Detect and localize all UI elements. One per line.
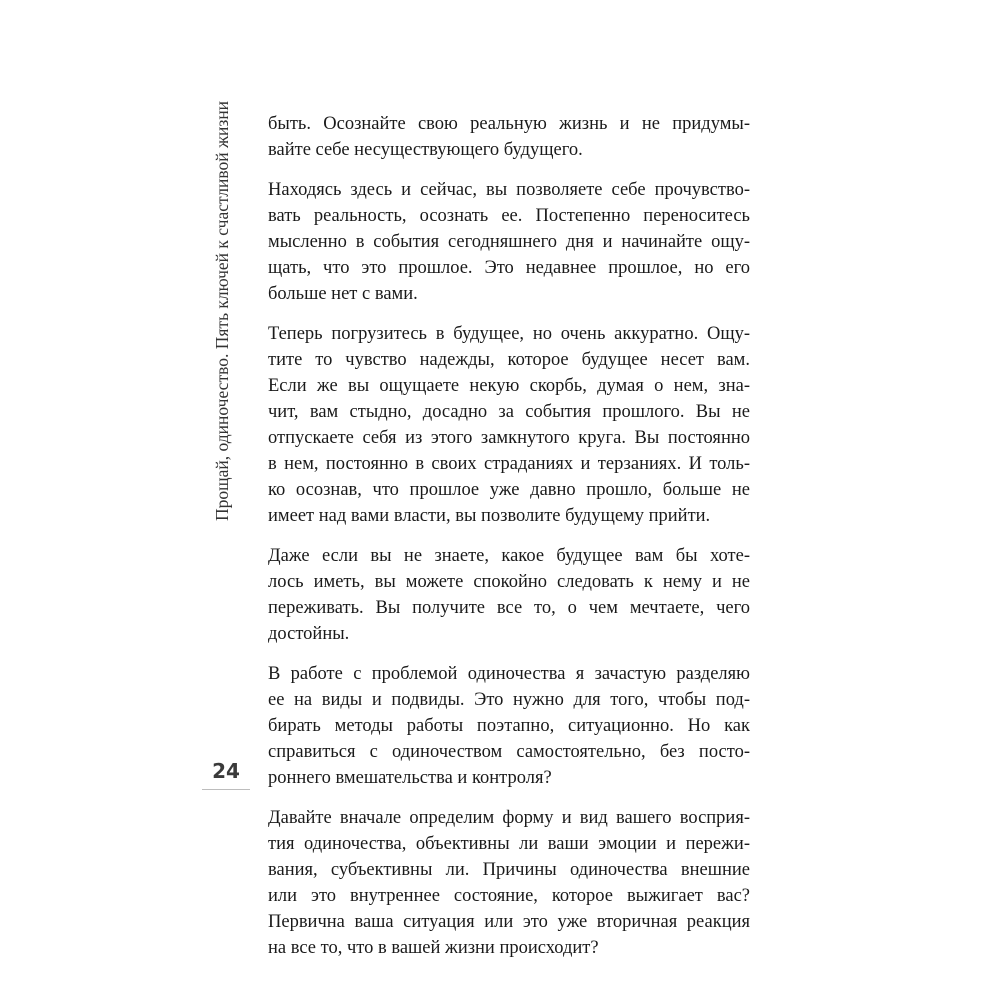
text-line: тия одиночества, объективны ли ваши эмоции и пережи- [268,834,750,854]
text-line: вайте себе несуществующего будущего. [268,140,583,160]
text-line: отпускаете себя из этого замкнутого круга. Вы постоянно [268,428,750,448]
paragraph [268,661,750,791]
text-line: Если же вы ощущаете некую скорбь, думая о нем, зна- [268,376,750,396]
text-line: чит, вам стыдно, досадно за события прошлого. Вы не [268,402,750,422]
text-line: ее на виды и подвиды. Это нужно для того, чтобы под- [268,690,750,710]
text-line: Теперь погрузитесь в будущее, но очень аккуратно. Ощу- [268,324,750,344]
paragraph [268,805,750,961]
text-line: или это внутреннее состояние, которое выжигает вас? [268,886,750,906]
text-line: быть. Осознайте свою реальную жизнь и не придумы- [268,114,750,134]
paragraph [268,177,750,307]
body-text [268,111,750,975]
paragraph [268,543,750,647]
text-line: мысленно в события сегодняшнего дня и начинайте ощу- [268,232,750,252]
text-line: щать, что это прошлое. Это недавнее прошлое, но его [268,258,750,278]
text-line: переживать. Вы получите все то, о чем мечтаете, чего [268,598,750,618]
text-line: лось иметь, вы можете спокойно следовать к нему и не [268,572,750,592]
text-line: Первична ваша ситуация или это уже вторичная реакция [268,912,750,932]
page-number-rule [202,789,250,790]
paragraph [268,321,750,529]
text-line: на все то, что в вашей жизни происходит? [268,938,599,958]
text-line: Находясь здесь и сейчас, вы позволяете себе прочувство- [268,180,750,200]
text-line: бирать методы работы поэтапно, ситуационно. Но как [268,716,750,736]
text-line: достойны. [268,624,350,644]
text-line: вания, субъективны ли. Причины одиночества внешние [268,860,750,880]
paragraph [268,111,750,163]
text-line: в нем, постоянно в своих страданиях и терзаниях. И толь- [268,454,750,474]
text-line: вать реальность, осознать ее. Постепенно переноситесь [268,206,750,226]
text-line: имеет над вами власти, вы позволите будущему прийти. [268,506,711,526]
text-line: тите то чувство надежды, которое будущее несет вам. [268,350,750,370]
text-line: Давайте вначале определим форму и вид вашего восприя- [268,808,750,828]
text-line: ко осознав, что прошлое уже давно прошло, больше не [268,480,750,500]
text-line: В работе с проблемой одиночества я зачастую разделяю [268,664,750,684]
text-line: больше нет с вами. [268,284,418,304]
running-head: Прощай, одиночество. Пять ключей к счастливой жизни [212,100,232,521]
text-line: справиться с одиночеством самостоятельно, без посто- [268,742,750,762]
text-line: Даже если вы не знаете, какое будущее вам бы хоте- [268,546,750,566]
page-number: 24 [212,759,240,783]
text-line: роннего вмешательства и контроля? [268,768,552,788]
